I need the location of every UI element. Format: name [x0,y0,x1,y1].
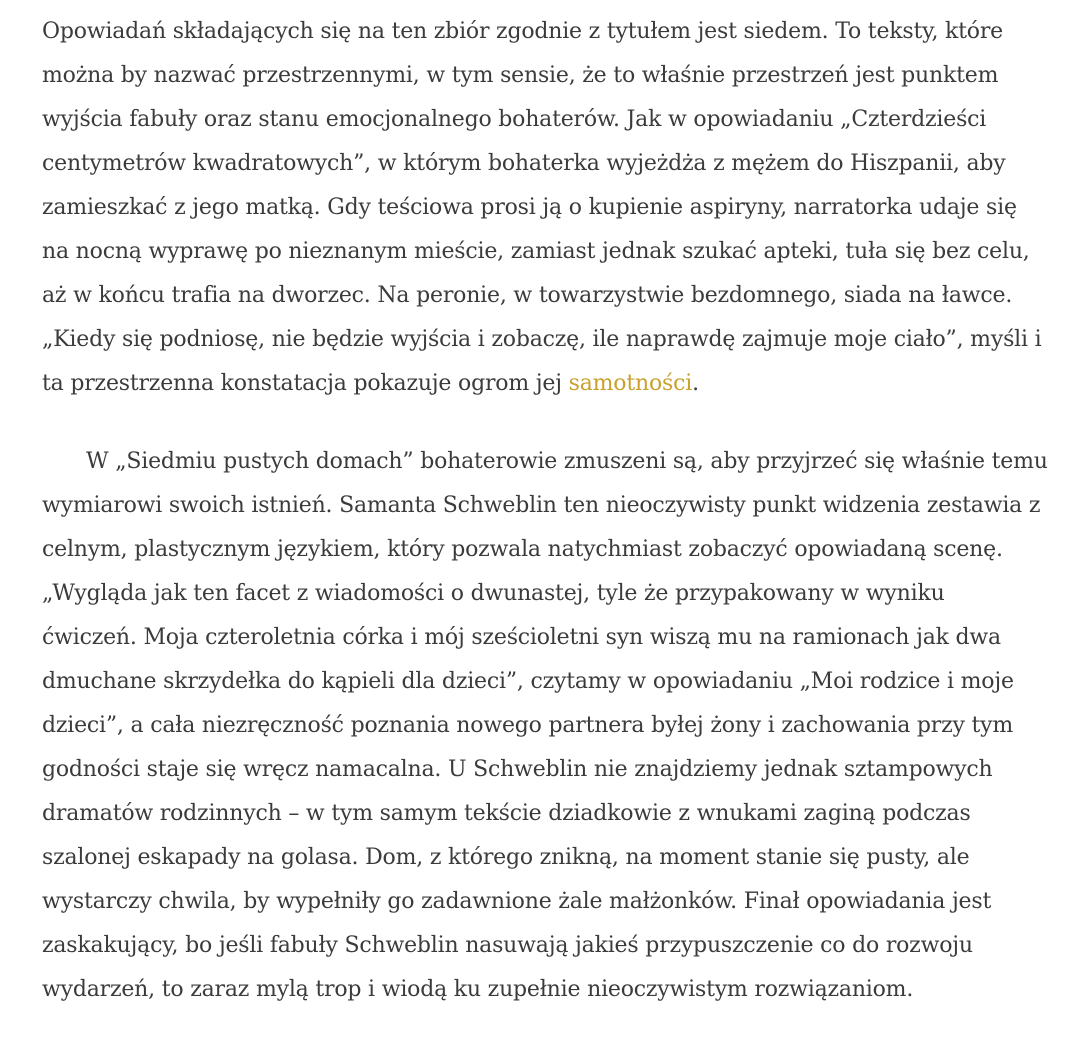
text-line: W „Siedmiu pustych domach” bohaterowie zmuszeni są, aby przyjrzeć się właśnie temu [86,449,1048,474]
text-line [42,362,1038,406]
text-line: można by nazwać przestrzennymi, w tym sensie, że to właśnie przestrzeń jest punktem [42,63,999,88]
paragraph-2 [42,440,1048,1012]
text-line: ćwiczeń. Moja czteroletnia córka i mój sześcioletni syn wiszą mu na ramionach jak dwa [42,625,1001,650]
text-line: wystarczy chwila, by wypełniły go zadawnione żale małżonków. Finał opowiadania jest [42,889,992,914]
text-line: aż w końcu trafia na dworzec. Na peronie, w towarzystwie bezdomnego, siada na ławce. [42,283,1013,308]
text-line: wyjścia fabuły oraz stanu emocjonalnego bohaterów. Jak w opowiadaniu „Czterdzieści [42,107,987,132]
text-line: dmuchane skrzydełka do kąpieli dla dzieci”, czytamy w opowiadaniu „Moi rodzice i moje [42,669,1014,694]
text-line: „Wygląda jak ten facet z wiadomości o dwunastej, tyle że przypakowany w wyniku [42,581,945,606]
text-segment: . [692,371,699,396]
samotnosci-link[interactable]: samotności [568,371,693,396]
paragraph-1 [42,10,1042,406]
text-line: szalonej eskapady na golasa. Dom, z którego znikną, na moment stanie się pusty, ale [42,845,970,870]
text-line: dzieci”, a cała niezręczność poznania nowego partnera byłej żony i zachowania przy tym [42,713,1014,738]
text-line: na nocną wyprawę po nieznanym mieście, zamiast jednak szukać apteki, tuła się bez celu, [42,239,1030,264]
text-segment: ta przestrzenna konstatacja pokazuje ogrom jej [42,371,569,396]
text-line: dramatów rodzinnych – w tym samym tekście dziadkowie z wnukami zaginą podczas [42,801,971,826]
text-line: zamieszkać z jego matką. Gdy teściowa prosi ją o kupienie aspiryny, narratorka udaje się [42,195,1017,220]
text-line: celnym, plastycznym językiem, który pozwala natychmiast zobaczyć opowiadaną scenę. [42,537,1003,562]
text-line: wymiarowi swoich istnień. Samanta Schweblin ten nieoczywisty punkt widzenia zestawia z [42,493,1041,518]
text-line: „Kiedy się podniosę, nie będzie wyjścia i zobaczę, ile naprawdę zajmuje moje ciało”, myśli i [42,327,1042,352]
text-line: centymetrów kwadratowych”, w którym bohaterka wyjeżdża z mężem do Hiszpanii, aby [42,151,1006,176]
text-line: godności staje się wręcz namacalna. U Schweblin nie znajdziemy jednak sztampowych [42,757,993,782]
text-line: wydarzeń, to zaraz mylą trop i wiodą ku zupełnie nieoczywistym rozwiązaniom. [42,977,914,1002]
text-line: zaskakujący, bo jeśli fabuły Schweblin nasuwają jakieś przypuszczenie co do rozwoju [42,933,973,958]
text-line: Opowiadań składających się na ten zbiór zgodnie z tytułem jest siedem. To teksty, które [42,19,1003,44]
